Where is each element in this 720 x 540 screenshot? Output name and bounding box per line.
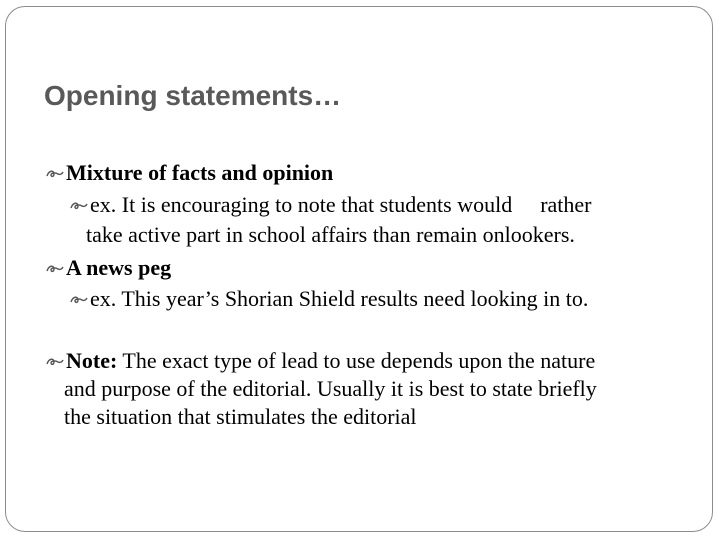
bullet-heading: Mixture of facts and opinion <box>66 160 334 185</box>
bullet-item-facts-opinion <box>46 160 333 186</box>
example-line <box>70 286 588 312</box>
bullet-heading: A news peg <box>66 255 172 280</box>
note-continuation: and purpose of the editorial. Usually it is best to state briefly <box>64 376 597 401</box>
curly-swirl-bullet-icon <box>46 168 64 180</box>
example-text: ex. This year’s Shorian Shield results need looking in to. <box>90 286 589 311</box>
example-continuation: take active part in school affairs than remain onlookers. <box>86 222 575 247</box>
curly-swirl-bullet-icon <box>46 356 64 368</box>
curly-swirl-bullet-icon <box>70 200 88 212</box>
example-text-end: rather <box>540 192 592 217</box>
slide-title: Opening statements… <box>44 80 342 111</box>
curly-swirl-bullet-icon <box>70 294 88 306</box>
note-label: Note: <box>66 348 118 373</box>
note-text: The exact type of lead to use depends upon the nature <box>117 348 596 373</box>
curly-swirl-bullet-icon <box>46 263 64 275</box>
bullet-item-news-peg <box>46 255 171 281</box>
note-continuation: the situation that stimulates the editorial <box>64 404 417 429</box>
example-text: ex. It is encouraging to note that students would <box>90 192 513 217</box>
note-line <box>46 348 595 374</box>
example-line <box>70 192 592 218</box>
